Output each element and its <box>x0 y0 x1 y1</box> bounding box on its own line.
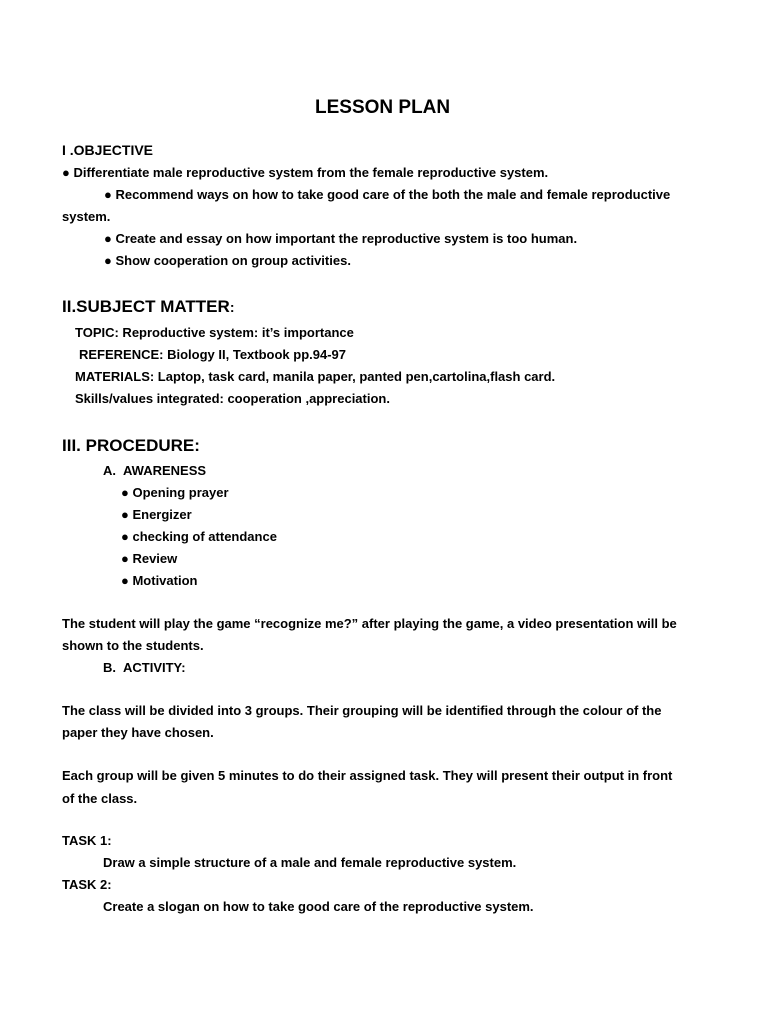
awareness-title: AWARENESS <box>123 463 207 478</box>
subject-reference: REFERENCE: Biology II, Textbook pp.94-97 <box>79 347 347 362</box>
subject-matter-heading-colon: : <box>229 299 235 315</box>
activity-title: ACTIVITY: <box>123 660 186 675</box>
awareness-item: ● Review <box>121 551 178 566</box>
awareness-label: A. <box>103 463 116 478</box>
task-1-text: Draw a simple structure of a male and female reproductive system. <box>103 855 517 870</box>
subject-materials: MATERIALS: Laptop, task card, manila paper, panted pen,cartolina,flash card. <box>75 369 556 384</box>
time-paragraph-line: of the class. <box>62 791 138 806</box>
subject-matter-heading-text: II.SUBJECT MATTER <box>62 297 230 316</box>
page-title: LESSON PLAN <box>315 97 451 118</box>
subject-topic: TOPIC: Reproductive system: it’s importance <box>75 325 354 340</box>
objective-heading: I .OBJECTIVE <box>62 142 154 158</box>
subject-skills: Skills/values integrated: cooperation ,appreciation. <box>75 391 390 406</box>
activity-label: B. <box>103 660 116 675</box>
task-2-text: Create a slogan on how to take good care of the reproductive system. <box>103 899 534 914</box>
procedure-heading: III. PROCEDURE: <box>62 436 200 455</box>
objective-item: ● Show cooperation on group activities. <box>104 253 351 268</box>
awareness-item: ● Motivation <box>121 573 198 588</box>
group-paragraph-line: The class will be divided into 3 groups. Their grouping will be identified through the colour of the <box>62 703 662 718</box>
task-2-label: TASK 2: <box>62 877 112 892</box>
awareness-item: ● Opening prayer <box>121 485 229 500</box>
objective-item: ● Differentiate male reproductive system from the female reproductive system. <box>62 165 549 180</box>
task-1-label: TASK 1: <box>62 833 112 848</box>
group-paragraph-line: paper they have chosen. <box>62 725 214 740</box>
time-paragraph-line: Each group will be given 5 minutes to do their assigned task. They will present their output in front <box>62 768 673 783</box>
objective-item: ● Create and essay on how important the reproductive system is too human. <box>104 231 578 246</box>
game-paragraph-line: The student will play the game “recognize me?” after playing the game, a video presentation will be <box>62 616 677 631</box>
game-paragraph-line: shown to the students. <box>62 638 204 653</box>
objective-item-continued: system. <box>62 209 111 224</box>
subject-matter-heading <box>62 296 234 318</box>
objective-item: ● Recommend ways on how to take good care of the both the male and female reproductive <box>104 187 671 202</box>
awareness-item: ● checking of attendance <box>121 529 277 544</box>
awareness-item: ● Energizer <box>121 507 192 522</box>
